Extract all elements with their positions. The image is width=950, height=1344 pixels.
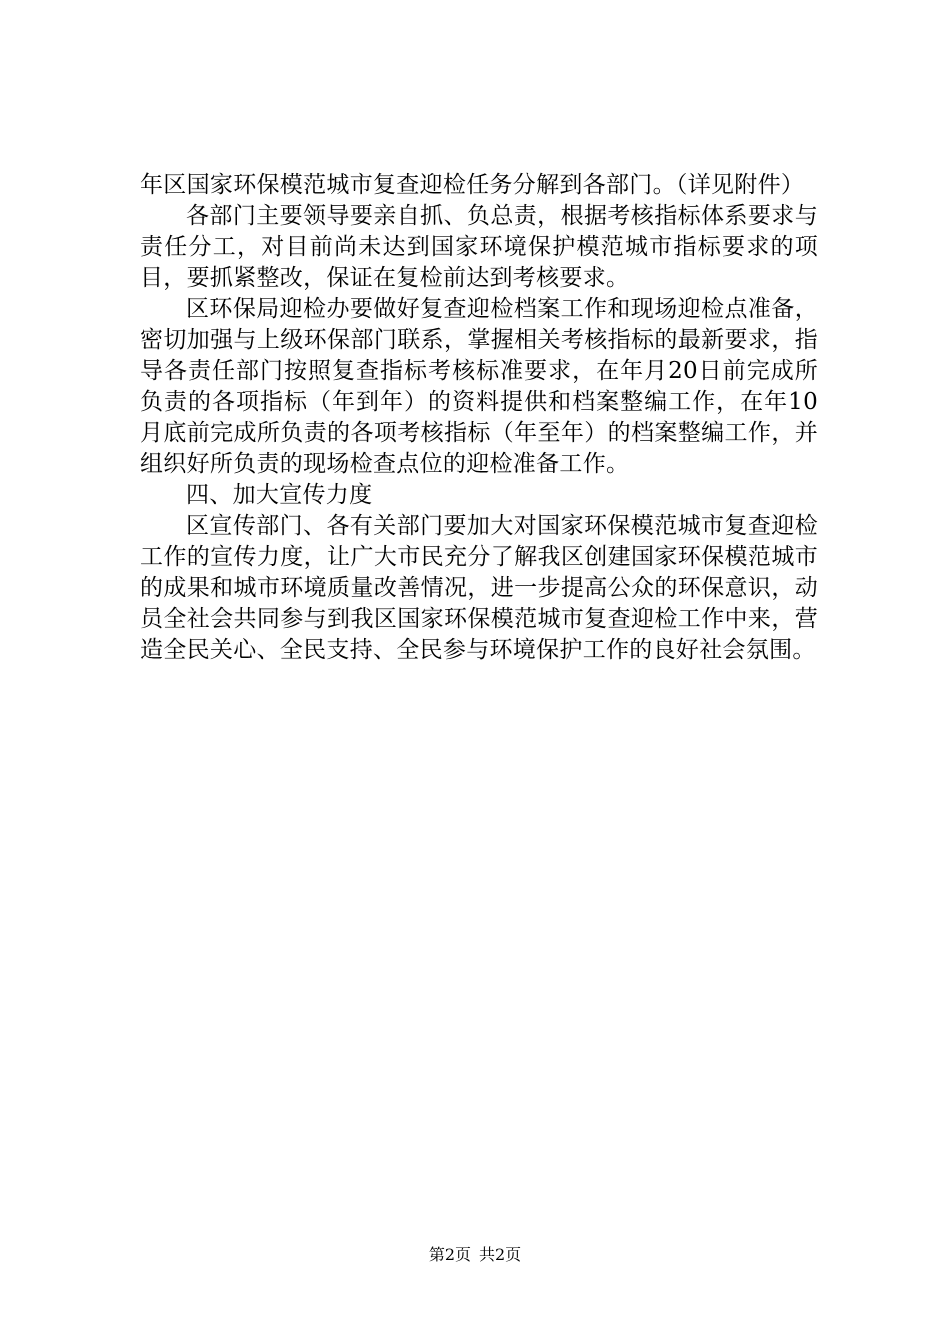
page-total: 共2页	[479, 1245, 522, 1264]
page-footer	[0, 1245, 950, 1265]
document-body	[140, 170, 818, 666]
paragraph-task-assignment: 年区国家环保模范城市复查迎检任务分解到各部门。（详见附件）	[140, 172, 805, 198]
paragraph-inspection-office: 区环保局迎检办要做好复查迎检档案工作和现场迎检点准备，密切加强与上级环保部门联系，掌握相关考核指标的最新要求，指导各责任部门按照复查指标考核标准要求，在年月20日前完成所负责的各项指标（年到年）的资料提供和档案整编工作，在年10月底前完成所负责的各项考核指标（年至年）的档案整编工作，并组织好所负责的现场检查点位的迎检准备工作。	[140, 296, 818, 477]
paragraph-department-responsibility: 各部门主要领导要亲自抓、负总责，根据考核指标体系要求与责任分工，对目前尚未达到国家环境保护模范城市指标要求的项目，要抓紧整改，保证在复检前达到考核要求。	[140, 203, 818, 291]
section-heading-publicity: 四、加大宣传力度	[186, 482, 373, 508]
page-number: 第2页	[428, 1245, 471, 1264]
paragraph-publicity: 区宣传部门、各有关部门要加大对国家环保模范城市复查迎检工作的宣传力度，让广大市民充分了解我区创建国家环保模范城市的成果和城市环境质量改善情况，进一步提高公众的环保意识，动员全社会共同参与到我区国家环保模范城市复查迎检工作中来，营造全民关心、全民支持、全民参与环境保护工作的良好社会氛围。	[140, 513, 818, 663]
